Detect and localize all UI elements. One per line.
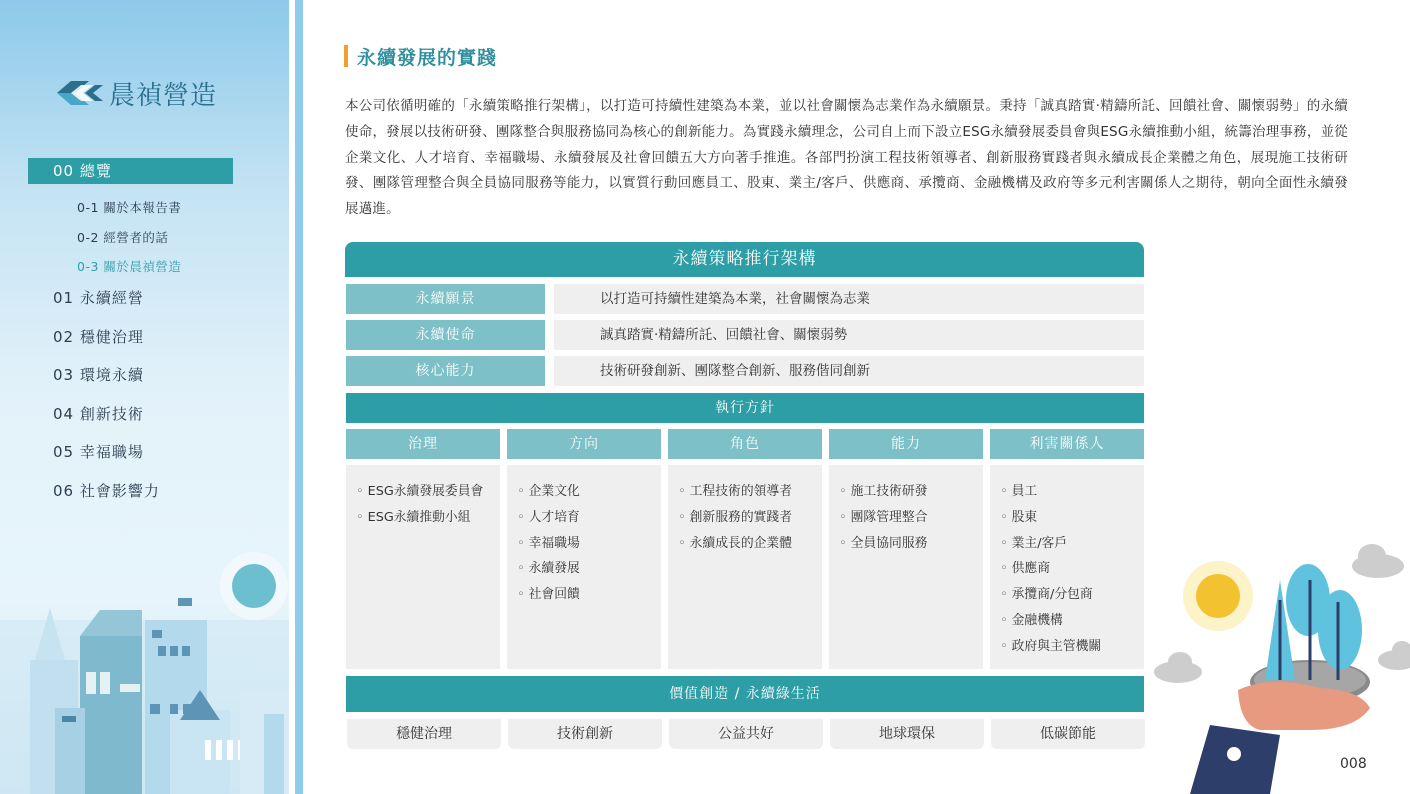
title-accent-bar [344,45,348,67]
cloud-icon [1154,652,1202,683]
nav-item-workplace[interactable]: 05 幸福職場 [53,443,144,461]
mission-value: 誠真踏實‧精鑄所託、回饋社會、關懷弱勢 [554,320,1144,350]
list-item: ◦ 社會回饋 [507,582,661,608]
value-cell-environment: 地球環保 [830,719,984,749]
mission-label: 永續使命 [346,320,545,350]
list-item: ◦ 幸福職場 [507,531,661,557]
column-head-direction: 方向 [507,429,661,459]
value-cell-public-good: 公益共好 [669,719,823,749]
page-title: 永續發展的實踐 [357,47,498,69]
cloud-icon [1352,544,1404,578]
list-item: ◦ 永續發展 [507,556,661,582]
list-item: ◦ 企業文化 [507,479,661,505]
column-body-stakeholders [990,465,1144,669]
sidebar-divider-blue [295,0,303,794]
company-logo-icon [57,79,103,107]
column-head-role: 角色 [668,429,822,459]
list-item: ◦ 永續成長的企業體 [668,531,822,557]
execution-header: 執行方針 [346,393,1144,423]
list-item: ◦ 創新服務的實踐者 [668,505,822,531]
list-item: ◦ 團隊管理整合 [829,505,983,531]
nav-item-environment[interactable]: 03 環境永續 [53,366,144,384]
list-item: ◦ 全員協同服務 [829,531,983,557]
company-logo[interactable] [57,76,217,110]
framework-header: 永續策略推行架構 [345,242,1144,277]
nav-item-innovation[interactable]: 04 創新技術 [53,405,144,423]
list-item: ◦ ESG永續發展委員會 [346,479,500,505]
nav-sub-item-ceo-message[interactable]: 0-2 經營者的話 [77,230,169,245]
list-item: ◦ 政府與主管機關 [990,634,1144,660]
brand-name: 晨禎營造 [109,80,218,111]
sidebar [0,0,289,794]
city-skyline-illustration [0,580,289,794]
list-item: ◦ 業主/客戶 [990,531,1144,557]
column-head-stakeholders: 利害關係人 [990,429,1144,459]
nav-item-governance[interactable]: 02 穩健治理 [53,328,144,346]
value-creation-header: 價值創造 / 永續綠生活 [346,676,1144,712]
list-item: ◦ 供應商 [990,556,1144,582]
list-item: ◦ 施工技術研發 [829,479,983,505]
nav-sub-item-about-company[interactable]: 0-3 關於晨禎營造 [77,259,182,274]
vision-label: 永續願景 [346,284,545,314]
nav-sub-item-about-report[interactable]: 0-1 關於本報告書 [77,200,182,215]
nav-item-social-impact[interactable]: 06 社會影響力 [53,482,160,500]
list-item: ◦ 工程技術的領導者 [668,479,822,505]
core-competence-label: 核心能力 [346,356,545,386]
column-body-governance [346,465,500,669]
list-item: ◦ ESG永續推動小組 [346,505,500,531]
list-item: ◦ 承攬商/分包商 [990,582,1144,608]
list-item: ◦ 員工 [990,479,1144,505]
nav-item-overview[interactable]: 00 總覽 [28,158,233,184]
list-item: ◦ 人才培育 [507,505,661,531]
column-head-capability: 能力 [829,429,983,459]
sun-icon [1183,561,1253,631]
column-body-role [668,465,822,669]
value-cell-low-carbon: 低碳節能 [991,719,1145,749]
hand-holding-earth-illustration [1150,540,1410,794]
column-body-capability [829,465,983,669]
list-item: ◦ 金融機構 [990,608,1144,634]
intro-paragraph: 本公司依循明確的「永續策略推行架構」，以打造可持續性建築為本業，並以社會關懷為志業作為永續願景。秉持「誠真踏實‧精鑄所託、回饋社會、關懷弱勢」的永續使命，發展以技術研發、團隊整合與服務協同為核心的創新能力。為實踐永續理念，公司自上而下設立ESG永續發展委員會與ESG永續推動小組，統籌治理事務，並從企業文化、人才培育、幸福職場、永續發展及社會回饋五大方向著手推進。各部門扮演工程技術領導者、創新服務實踐者與永續成長企業體之角色，展現施工技術研發、團隊管理整合與全員協同服務等能力，以實質行動回應員工、股東、業主/客戶、供應商、承攬商、金融機構及政府等多元利害關係人之期待，朝向全面性永續發展邁進。 [345,98,1348,218]
value-cell-governance: 穩健治理 [347,719,501,749]
column-body-direction [507,465,661,669]
cloud-icon [1378,641,1410,670]
core-competence-value: 技術研發創新、團隊整合創新、服務偕同創新 [554,356,1144,386]
nav-item-sustainable-operation[interactable]: 01 永續經營 [53,289,144,307]
value-cell-innovation: 技術創新 [508,719,662,749]
page-number: 008 [1340,756,1367,772]
column-head-governance: 治理 [346,429,500,459]
vision-value: 以打造可持續性建築為本業，社會關懷為志業 [554,284,1144,314]
list-item: ◦ 股東 [990,505,1144,531]
